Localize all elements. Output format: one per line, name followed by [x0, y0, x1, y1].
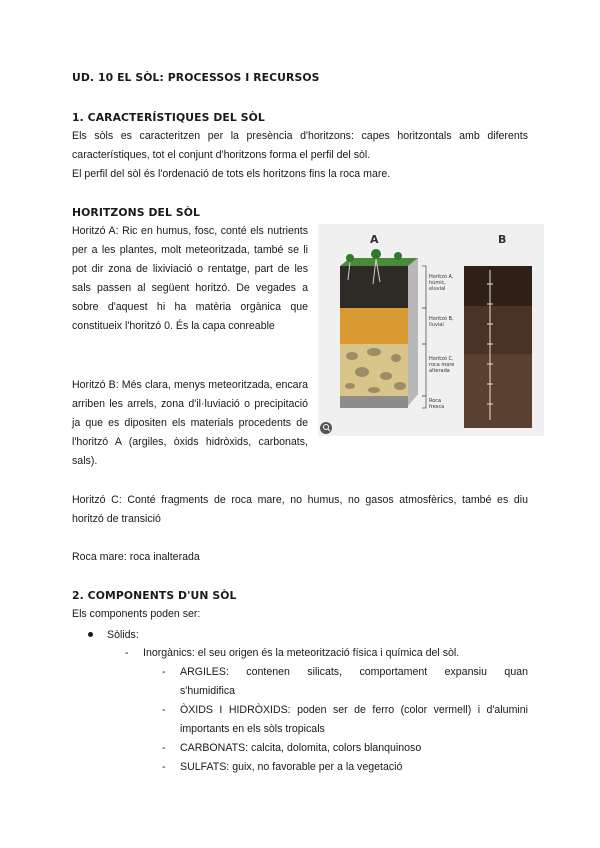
section1-paragraph2: El perfil del sòl és l'ordenació de tots els horitzons fins la roca mare.: [72, 168, 391, 180]
bullet-solids-label: Sòlids:: [107, 629, 139, 641]
soil-photo: [464, 266, 532, 428]
list-item: [162, 701, 528, 739]
horizon-c-line2: horitzó de transició: [72, 513, 161, 525]
dash-marker: -: [125, 647, 129, 659]
list-item-line1: CARBONATS: calcita, dolomita, colors blanquinoso: [180, 742, 422, 754]
sub-item-inorganic-text: Inorgànics: el seu origen és la meteorització física i química del sòl.: [143, 647, 460, 659]
soil-profile-figure: [318, 224, 544, 436]
horizon-labels: [429, 273, 454, 410]
dash-marker: -: [162, 704, 166, 716]
list-item: [162, 663, 528, 701]
horizons-heading: HORITZONS DEL SÒL: [72, 206, 200, 219]
horizon-b-layer: [340, 308, 408, 344]
list-item-line1: ARGILES: contenen silicats, comportament expansiu quan: [180, 666, 528, 678]
section1-paragraph1-line1: Els sòls es caracteritzen per la presència d'horitzons: capes horitzontals amb diferents: [72, 130, 528, 142]
horizon-c-line1: Horitzó C: Conté fragments de roca mare, no humus, no gasos atmosfèrics, també es diu: [72, 494, 528, 506]
dash-marker: -: [162, 761, 166, 773]
svg-text:Horitzó B,iluvial: Horitzó B, iluvial: [429, 316, 454, 328]
block-side: [408, 258, 418, 406]
list-item-line2: s'humidifica: [180, 685, 236, 697]
dash-marker: -: [162, 666, 166, 678]
soil-profile-diagram: [318, 224, 544, 436]
list-item: [162, 758, 528, 777]
list-item-line2: importants en els sòls tropicals: [180, 723, 325, 735]
bedrock-layer: [340, 396, 408, 408]
horizon-b-text: Horitzó B: Més clara, menys meteoritzada, encara arriben les arrels, zona d'il·luviació o precipitació ja que es dipositen els materials procedents de l'horitzó A (argiles, òxids hidròxids, carbonats, sals).: [72, 379, 308, 468]
svg-text:Horitzó A,húmic,eluvial: Horitzó A, húmic, eluvial: [429, 274, 454, 292]
horizon-a-paragraph: [72, 222, 308, 337]
horizon-a-text: Horitzó A: Ric en humus, fosc, conté els nutrients per a les plantes, molt meteoritzada, també se li pot dir zona de lixiviació o rentatge, part de les sals passen al següent horitzó. De vegades a sobre d'aquest hi ha matèria orgànica que constitueix l'horitzó 0. És la capa conreable: [72, 225, 308, 333]
sub-item-inorganic: [125, 644, 459, 663]
svg-text:Horitzó C,roca marealterada: Horitzó C, roca mare alterada: [429, 356, 455, 374]
zoom-icon: [320, 422, 332, 434]
list-item: [162, 739, 528, 758]
horizon-brackets: [422, 266, 426, 408]
list-item-line1: SULFATS: guix, no favorable per a la vegetació: [180, 761, 403, 773]
section1-heading: 1. CARACTERÍSTIQUES DEL SÒL: [72, 111, 265, 124]
svg-text:Rocafresca: Roca fresca: [429, 398, 445, 410]
bullet-solids: [88, 626, 139, 645]
soil-block: [340, 249, 418, 408]
section2-intro: Els components poden ser:: [72, 608, 201, 620]
bullet-dot-icon: [88, 632, 93, 637]
page-title: UD. 10 EL SÒL: PROCESSOS I RECURSOS: [72, 71, 320, 84]
section2-heading: 2. COMPONENTS D'UN SÒL: [72, 589, 237, 602]
section1-paragraph1-line2: característiques, tot el conjunt d'horitzons forma el perfil del sòl.: [72, 149, 371, 161]
bedrock-text: Roca mare: roca inalterada: [72, 551, 200, 563]
figure-label-b: B: [498, 233, 507, 246]
list-item-line1: ÒXIDS I HIDRÒXIDS: poden ser de ferro (color vermell) i d'alumini: [180, 704, 528, 716]
dash-marker: -: [162, 742, 166, 754]
figure-label-a: A: [370, 233, 379, 246]
horizon-b-paragraph: [72, 376, 308, 471]
